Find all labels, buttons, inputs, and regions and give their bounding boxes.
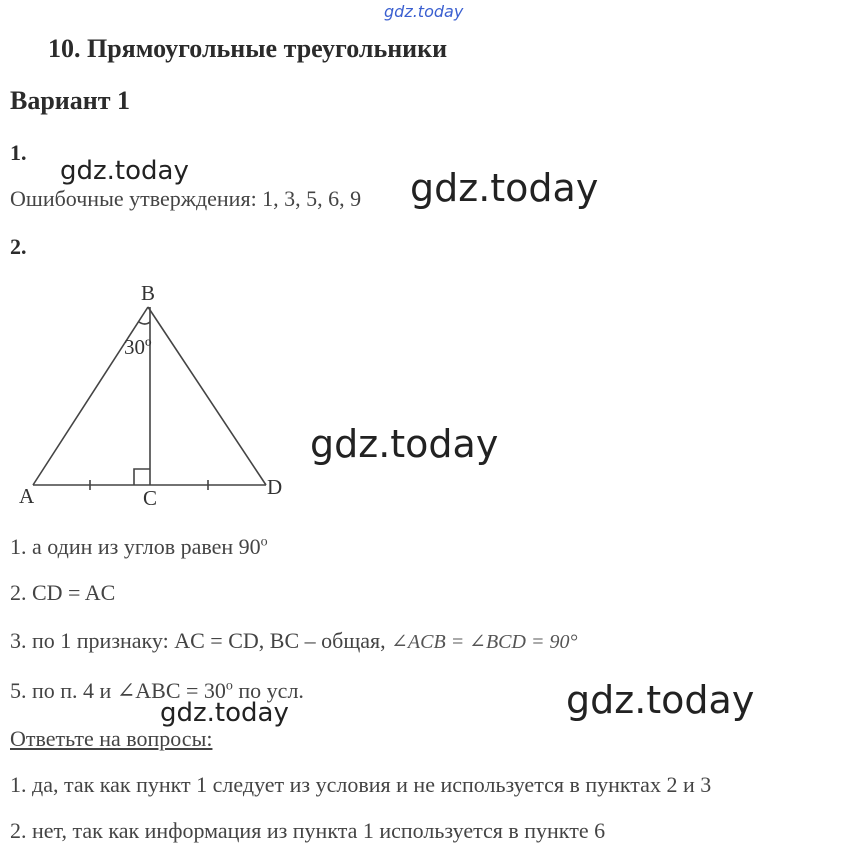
degree-sup: o xyxy=(225,678,233,694)
watermark: gdz.today xyxy=(566,678,755,722)
task-2-line-3 xyxy=(10,628,577,654)
answer-1: 1. да, так как пункт 1 следует из условия и не используется в пунктах 2 и 3 xyxy=(10,772,712,797)
task-1-text: Ошибочные утверждения: 1, 3, 5, 6, 9 xyxy=(10,186,362,211)
side-ab xyxy=(33,307,148,485)
degree-sup: o xyxy=(260,534,268,550)
line-text: по усл. xyxy=(232,678,304,703)
page-title: 10. Прямоугольные треугольники xyxy=(48,34,448,63)
angle-label: 30º xyxy=(124,335,152,359)
task-2-line-1 xyxy=(10,534,268,560)
task-1-number: 1. xyxy=(10,140,27,165)
angle-arc xyxy=(139,322,150,324)
watermark-top: gdz.today xyxy=(384,2,464,21)
side-bd xyxy=(148,307,266,485)
angle-formula: ∠ACB = ∠BCD = 90° xyxy=(391,631,578,653)
line-text: 1. а один из углов равен 90 xyxy=(10,534,261,559)
task-2-line-2: 2. CD = AC xyxy=(10,580,116,605)
label-b: B xyxy=(141,281,156,305)
label-c: C xyxy=(143,486,158,510)
questions-heading: Ответьте на вопросы: xyxy=(10,726,213,751)
line-text: 5. по п. 4 и ∠ABC = 30 xyxy=(10,678,226,703)
line-text: 3. по 1 признаку: AC = CD, BC – общая, xyxy=(10,628,392,653)
task-2-number: 2. xyxy=(10,234,27,259)
watermark: gdz.today xyxy=(410,166,599,210)
label-d: D xyxy=(267,475,283,499)
right-angle-mark xyxy=(134,469,150,485)
watermark: gdz.today xyxy=(310,422,499,466)
watermark: gdz.today xyxy=(160,698,289,728)
variant-heading: Вариант 1 xyxy=(10,86,131,115)
answer-2: 2. нет, так как информация из пункта 1 используется в пункте 6 xyxy=(10,818,606,843)
watermark: gdz.today xyxy=(60,156,189,186)
label-a: A xyxy=(19,484,35,508)
triangle-diagram xyxy=(0,270,320,515)
